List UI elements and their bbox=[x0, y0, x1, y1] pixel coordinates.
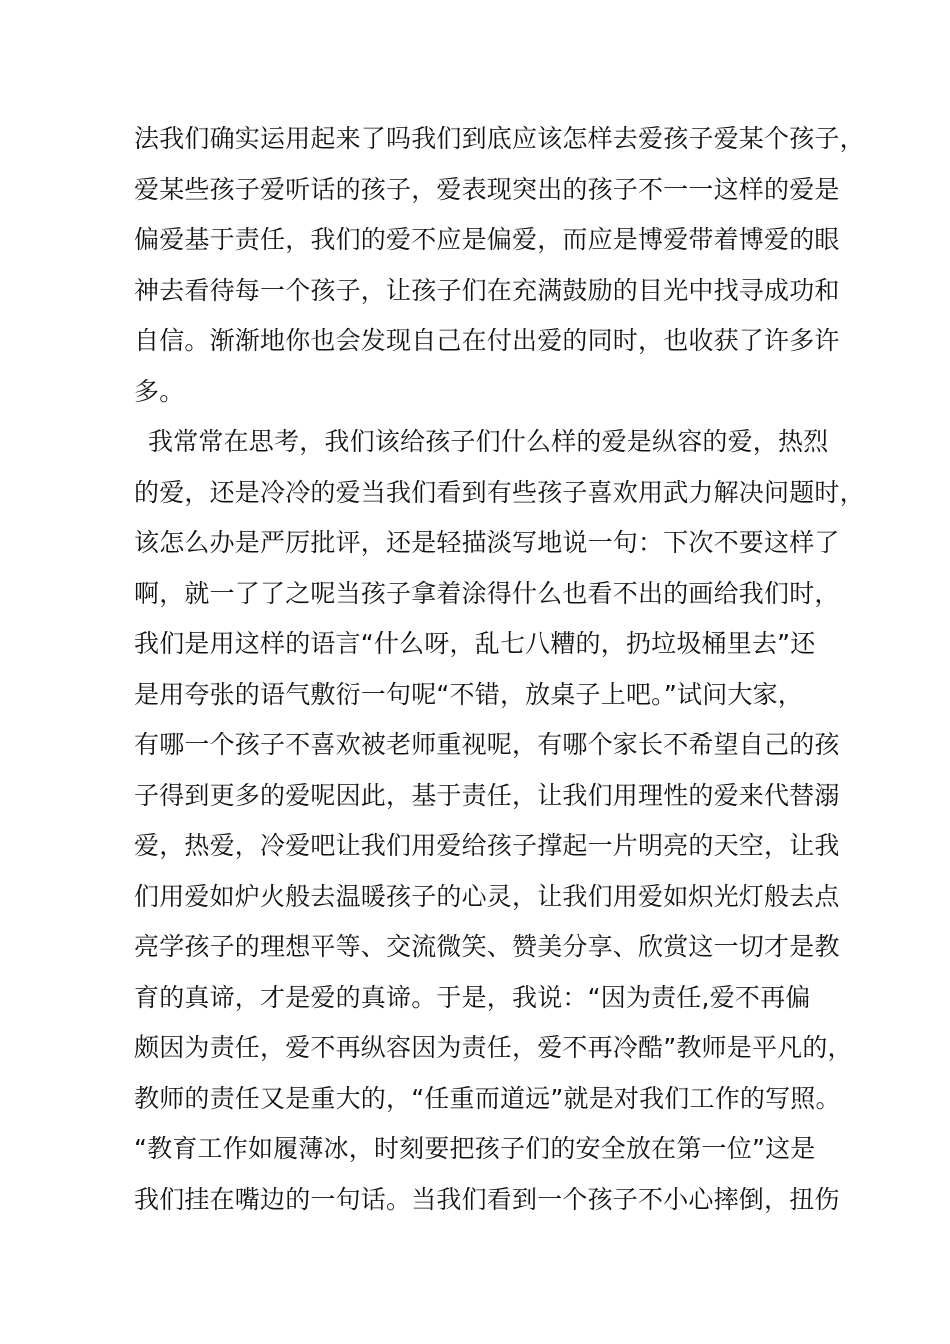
text-line: 我们挂在嘴边的一句话。当我们看到一个孩子不小心摔倒，扭伤 bbox=[134, 1184, 840, 1214]
text-line: 多。 bbox=[134, 376, 185, 406]
text-line: “教育工作如履薄冰，时刻要把孩子们的安全放在第一位”这是 bbox=[134, 1134, 816, 1163]
text-line: 爱某些孩子爱听话的孩子，爱表现突出的孩子不一一这样的爱是 bbox=[134, 174, 840, 204]
text-line: 子得到更多的爱呢因此，基于责任，让我们用理性的爱来代替溺 bbox=[134, 780, 840, 810]
text-line: 该怎么办是严厉批评，还是轻描淡写地说一句：下次不要这样了 bbox=[134, 528, 840, 557]
text-line: 有哪一个孩子不喜欢被老师重视呢，有哪个家长不希望自己的孩 bbox=[134, 730, 840, 759]
text-line: 教师的责任又是重大的，“任重而道远”就是对我们工作的写照。 bbox=[134, 1083, 841, 1113]
body-text bbox=[134, 114, 865, 1225]
text-line: 法我们确实运用起来了吗我们到底应该怎样去爱孩子爱某个孩子， bbox=[134, 124, 865, 153]
text-line: 我们是用这样的语言“什么呀，乱七八糟的，扔垃圾桶里去”还 bbox=[134, 629, 816, 658]
text-line: 自信。渐渐地你也会发现自己在付出爱的同时，也收获了许多许 bbox=[134, 326, 840, 355]
text-line: 亮学孩子的理想平等、交流微笑、赞美分享、欣赏这一切才是教 bbox=[134, 932, 840, 961]
text-line: 们用爱如炉火般去温暖孩子的心灵，让我们用爱如炽光灯般去点 bbox=[134, 881, 840, 911]
paragraph-start-line: 我常常在思考，我们该给孩子们什么样的爱是纵容的爱，热烈 bbox=[148, 427, 829, 456]
text-line: 啊，就一了了之呢当孩子拿着涂得什么也看不出的画给我们时， bbox=[134, 578, 840, 608]
text-line: 偏爱基于责任，我们的爱不应是偏爱，而应是博爱带着博爱的眼 bbox=[134, 225, 840, 254]
text-line: 育的真谛，才是爱的真谛。于是，我说：“因为责任,爱不再偏 bbox=[134, 982, 811, 1012]
text-line: 神去看待每一个孩子，让孩子们在充满鼓励的目光中找寻成功和 bbox=[134, 275, 840, 305]
text-line: 爱，热爱，冷爱吧让我们用爱给孩子撑起一片明亮的天空，让我 bbox=[134, 831, 840, 860]
text-line: 颇因为责任，爱不再纵容因为责任，爱不再冷酷”教师是平凡的， bbox=[134, 1033, 853, 1062]
text-line: 是用夸张的语气敷衍一句呢“不错，放桌子上吧。”试问大家， bbox=[134, 679, 804, 709]
text-line: 的爱，还是冷冷的爱当我们看到有些孩子喜欢用武力解决问题时， bbox=[134, 477, 865, 507]
